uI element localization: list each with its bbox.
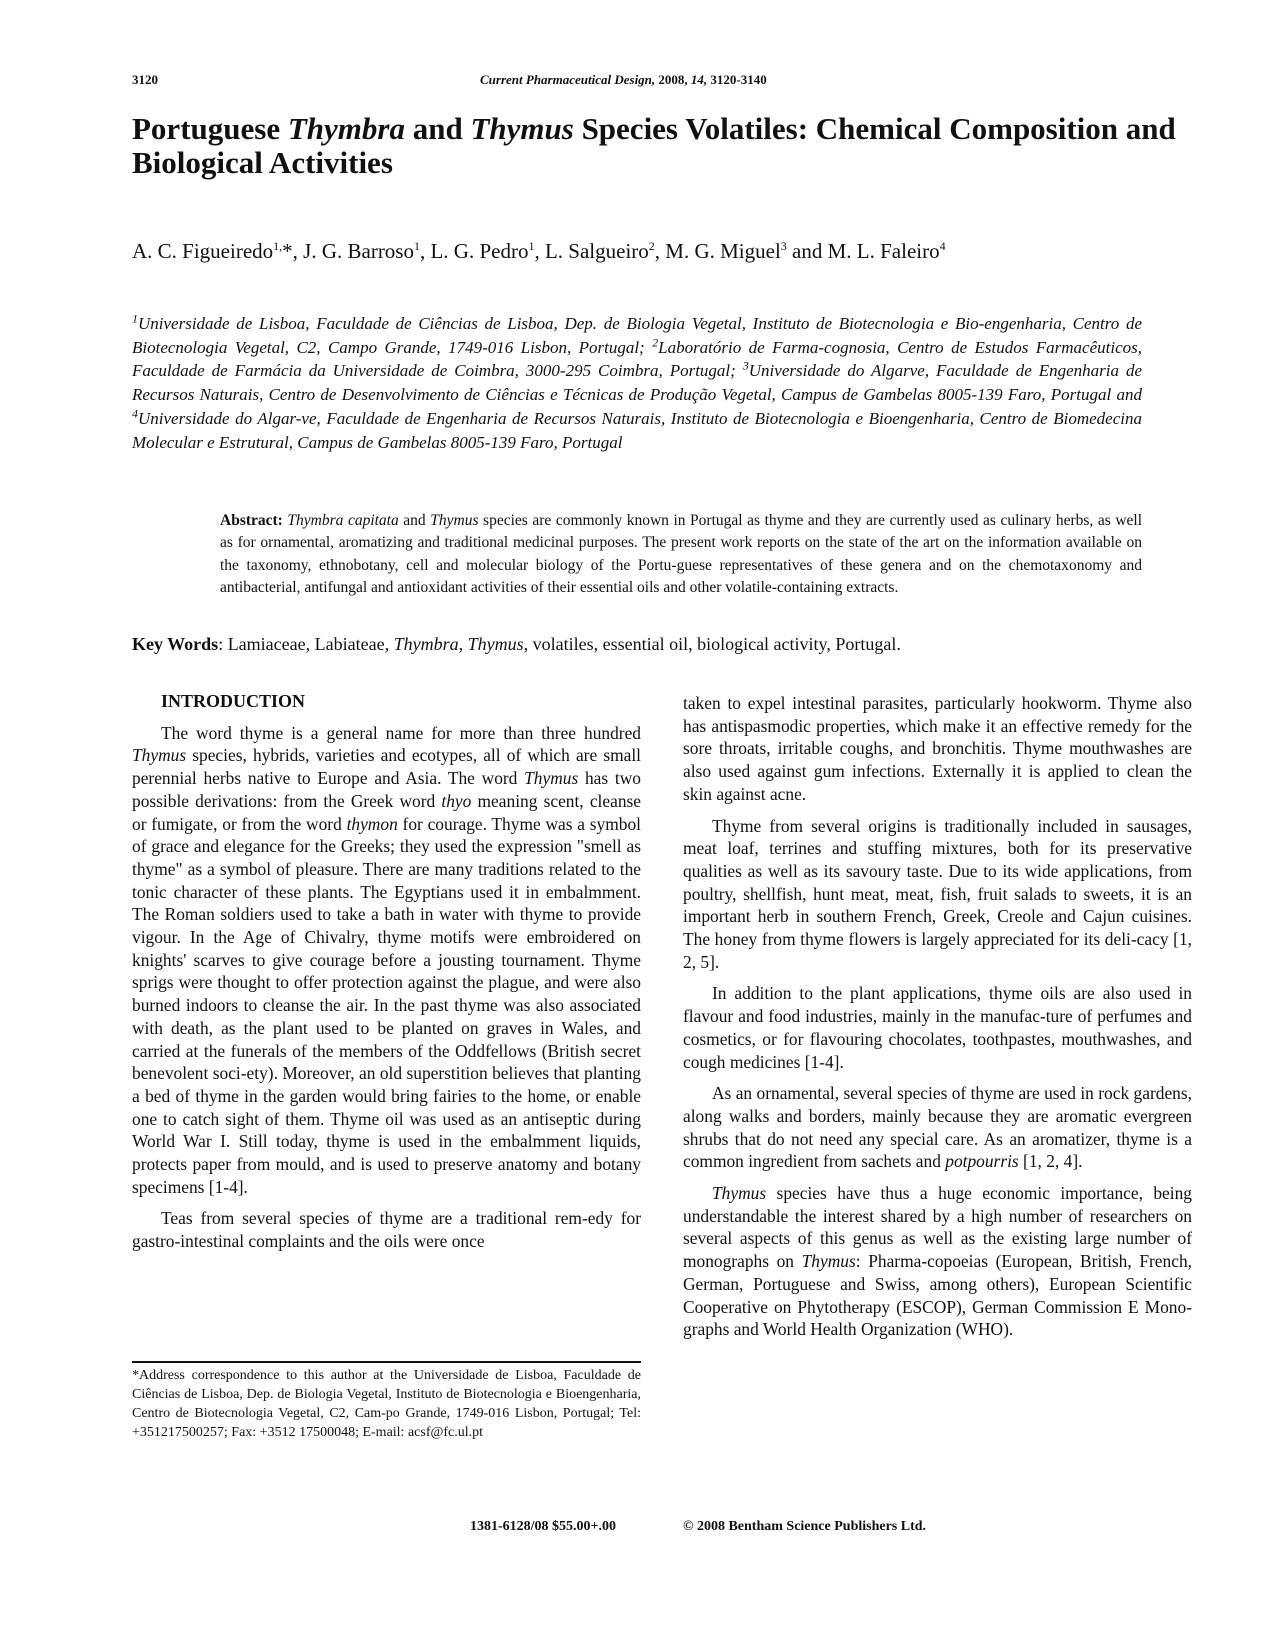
abstract-text: species are commonly known in Portugal as thyme and they are currently used as culinary herbs, as well as for ornamental, aromatizing and traditional medicinal purposes. The present work reports on the state of the art on the information available on the taxonomy, ethnobotany, cell and molecular biology of the Portu-guese representatives of these genera and on the chemotaxonomy and antibacterial, antifungal and antioxidant activities of their essential oils and other volatile-containing extracts.	[220, 512, 1142, 596]
journal-name: Current Pharmaceutical Design,	[480, 72, 656, 87]
author-affiliation-mark: 1	[528, 239, 535, 253]
affiliation-text: Universidade do Algarve, Faculdade de Engenharia de Recursos Naturais, Centro de Desenvolvimento de Ciências e Técnicas de Produção Vegetal, Campus de Gambelas 8005-139 Faro, Portugal and	[132, 361, 1142, 405]
affiliation-text: Universidade de Lisboa, Faculdade de Ciências de Lisboa, Dep. de Biologia Vegetal, Instituto de Biotecnologia e Bio-engenharia, Centro de Biotecnologia Vegetal, C2, Campo Grande, 1749-016 Lisbon, Portugal;	[132, 314, 1142, 357]
author-affiliation-mark: 4	[939, 239, 946, 253]
footer-issn: 1381-6128/08 $55.00+.00	[470, 1519, 617, 1534]
title-text: Species Volatiles: Chemical Composition and Biological Activities	[132, 111, 1176, 180]
journal-citation	[480, 72, 767, 88]
body-paragraph: taken to expel intestinal parasites, particularly hookworm. Thyme also has antispasmodic properties, which make it an effective remedy for the sore throats, irritable coughs, and bronchitis. Thyme mouthwashes are also used against gum infections. Externally it is applied to clean the skin against acne.	[683, 693, 1192, 804]
keywords-text: ,	[458, 634, 468, 654]
affiliation-text: Universidade do Algar-ve, Faculdade de Engenharia de Recursos Naturais, Instituto de Biotecnologia e Bioengenharia, Centro de Biomedecina Molecular e Estrutural, Campus de Gambelas 8005-139 Faro, Portugal	[132, 408, 1142, 452]
author-affiliation-mark: 3	[780, 239, 787, 253]
journal-year: 2008,	[658, 72, 688, 87]
affiliation-text: Laboratório de Farma-cognosia, Centro de Estudos Farmacêuticos, Faculdade de Farmácia da Universidade de Coimbra, 3000-295 Coimbra, Portugal;	[132, 337, 1142, 381]
title-genus-thymus: Thymus	[470, 111, 574, 146]
journal-pages: 3120-3140	[710, 72, 767, 87]
right-column	[683, 692, 1192, 1350]
author-affiliation-mark: 1	[413, 239, 420, 253]
author-name: , J. G. Barroso	[292, 239, 414, 263]
body-paragraph: As an ornamental, several species of thyme are used in rock gardens, along walks and borders, mainly because they are aromatic evergreen shrubs that do not need any special care. As an aromatizer, thyme is a common ingredient from sachets and potpourris [1, 2, 4].	[683, 1083, 1192, 1172]
title-text: and	[404, 111, 471, 146]
affiliation-mark: 1	[132, 311, 138, 326]
author-name: A. C. Figueiredo	[132, 239, 274, 263]
body-paragraph: Thyme from several origins is traditionally included in sausages, meat loaf, terrines and stuffing mixtures, both for its preservative qualities as well as its savoury taste. Due to its wide applications, from poultry, shellfish, hunt meat, meat, fish, fruit salads to sweets, it is an important herb in southern French, Greek, Creole and Cajun cuisines. The honey from thyme flowers is largely appreciated for its deli-cacy [1, 2, 5].	[683, 815, 1192, 972]
body-paragraph: In addition to the plant applications, thyme oils are also used in flavour and food industries, mainly in the manufac-ture of perfumes and cosmetics, or for flavouring chocolates, toothpastes, mouthwashes, and cough medicines [1-4].	[683, 983, 1192, 1072]
journal-volume: 14,	[690, 72, 708, 87]
abstract	[220, 510, 1142, 599]
page-number: 3120	[132, 72, 158, 87]
left-column	[132, 690, 641, 1262]
keywords-text: : Lamiaceae, Labiateae,	[218, 634, 394, 654]
footer-copyright: © 2008 Bentham Science Publishers Ltd.	[683, 1519, 927, 1534]
abstract-species-name: Thymus	[430, 512, 479, 529]
keywords-text: , volatiles, essential oil, biological activity, Portugal.	[523, 634, 901, 654]
affiliation-mark: 2	[652, 335, 659, 350]
title-text: Portuguese	[132, 111, 288, 146]
affiliations	[132, 312, 1142, 454]
keywords	[132, 632, 1142, 656]
keywords-label: Key Words	[132, 634, 219, 654]
author-name: and M. L. Faleiro	[786, 239, 940, 263]
author-name: , M. G. Miguel	[654, 239, 781, 263]
abstract-text: and	[398, 512, 431, 529]
section-heading-introduction: INTRODUCTION	[161, 691, 306, 711]
author-name: , L. Salgueiro	[534, 239, 649, 263]
keyword-genus: Thymbra	[393, 634, 459, 654]
author-affiliation-mark: 2	[648, 239, 655, 253]
corresponding-author-mark: *	[282, 239, 293, 263]
body-paragraph: Teas from several species of thyme are a traditional rem-edy for gastro-intestinal complaints and the oils were once	[132, 1208, 641, 1252]
correspondence-footnote: *Address correspondence to this author at the Universidade de Lisboa, Faculdade de Ciências de Lisboa, Dep. de Biologia Vegetal, Instituto de Biotecnologia e Bioengenharia, Centro de Biotecnologia Vegetal, C2, Cam-po Grande, 1749-016 Lisbon, Portugal; Tel: +351217500257; Fax: +3512 17500048; E-mail: acsf@fc.ul.pt	[132, 1368, 641, 1440]
affiliation-mark: 4	[132, 406, 138, 421]
author-affiliation-mark: 1,	[273, 239, 283, 253]
abstract-label: Abstract:	[220, 512, 283, 529]
abstract-species-name: Thymbra capitata	[287, 512, 399, 529]
body-paragraph: The word thyme is a general name for more than three hundred Thymus species, hybrids, varieties and ecotypes, all of which are small perennial herbs native to Europe and Asia. The word Thymus has two possible derivations: from the Greek word thyo meaning scent, cleanse or fumigate, or from the word thymon for courage. Thyme was a symbol of grace and elegance for the Greeks; they used the expression "smell as thyme" as a symbol of pleasure. There are many traditions related to the tonic character of these plants. The Egyptians used it in embalmment. The Roman soldiers used to take a bath in water with thyme to provide vigour. In the Age of Chivalry, thyme motifs were embroidered on knights' scarves to give courage before a jousting tournament. Thyme sprigs were thought to offer protection against the plague, and were also burned indoors to cleanse the air. In the past thyme was also associated with death, as the plant used to be planted on graves in Wales, and carried at the funerals of the members of the Oddfellows (British secret benevolent soci-ety). Moreover, an old superstition believes that planting a bed of thyme in the garden would bring fairies to the home, or enable one to catch sight of them. Thyme oil was used as an antiseptic during World War I. Still today, thyme is used in the embalmment liquids, protects paper from mould, and is used to preserve anatomy and botany specimens [1-4].	[132, 722, 641, 1197]
author-list	[132, 238, 1202, 264]
footnote-divider	[132, 1361, 641, 1363]
keyword-genus: Thymus	[467, 634, 524, 654]
body-paragraph: Thymus species have thus a huge economic importance, being understandable the interest shared by a high number of researchers on several aspects of this genus as well as the existing large number of monographs on Thymus: Pharma-copoeias (European, British, French, German, Portuguese and Swiss, among others), European Scientific Cooperative on Phytotherapy (ESCOP), German Commission E Mono-graphs and World Health Organization (WHO).	[683, 1183, 1192, 1340]
title-genus-thymbra: Thymbra	[287, 111, 405, 146]
affiliation-mark: 3	[742, 358, 749, 373]
author-name: , L. G. Pedro	[419, 239, 529, 263]
article-title	[132, 112, 1202, 180]
